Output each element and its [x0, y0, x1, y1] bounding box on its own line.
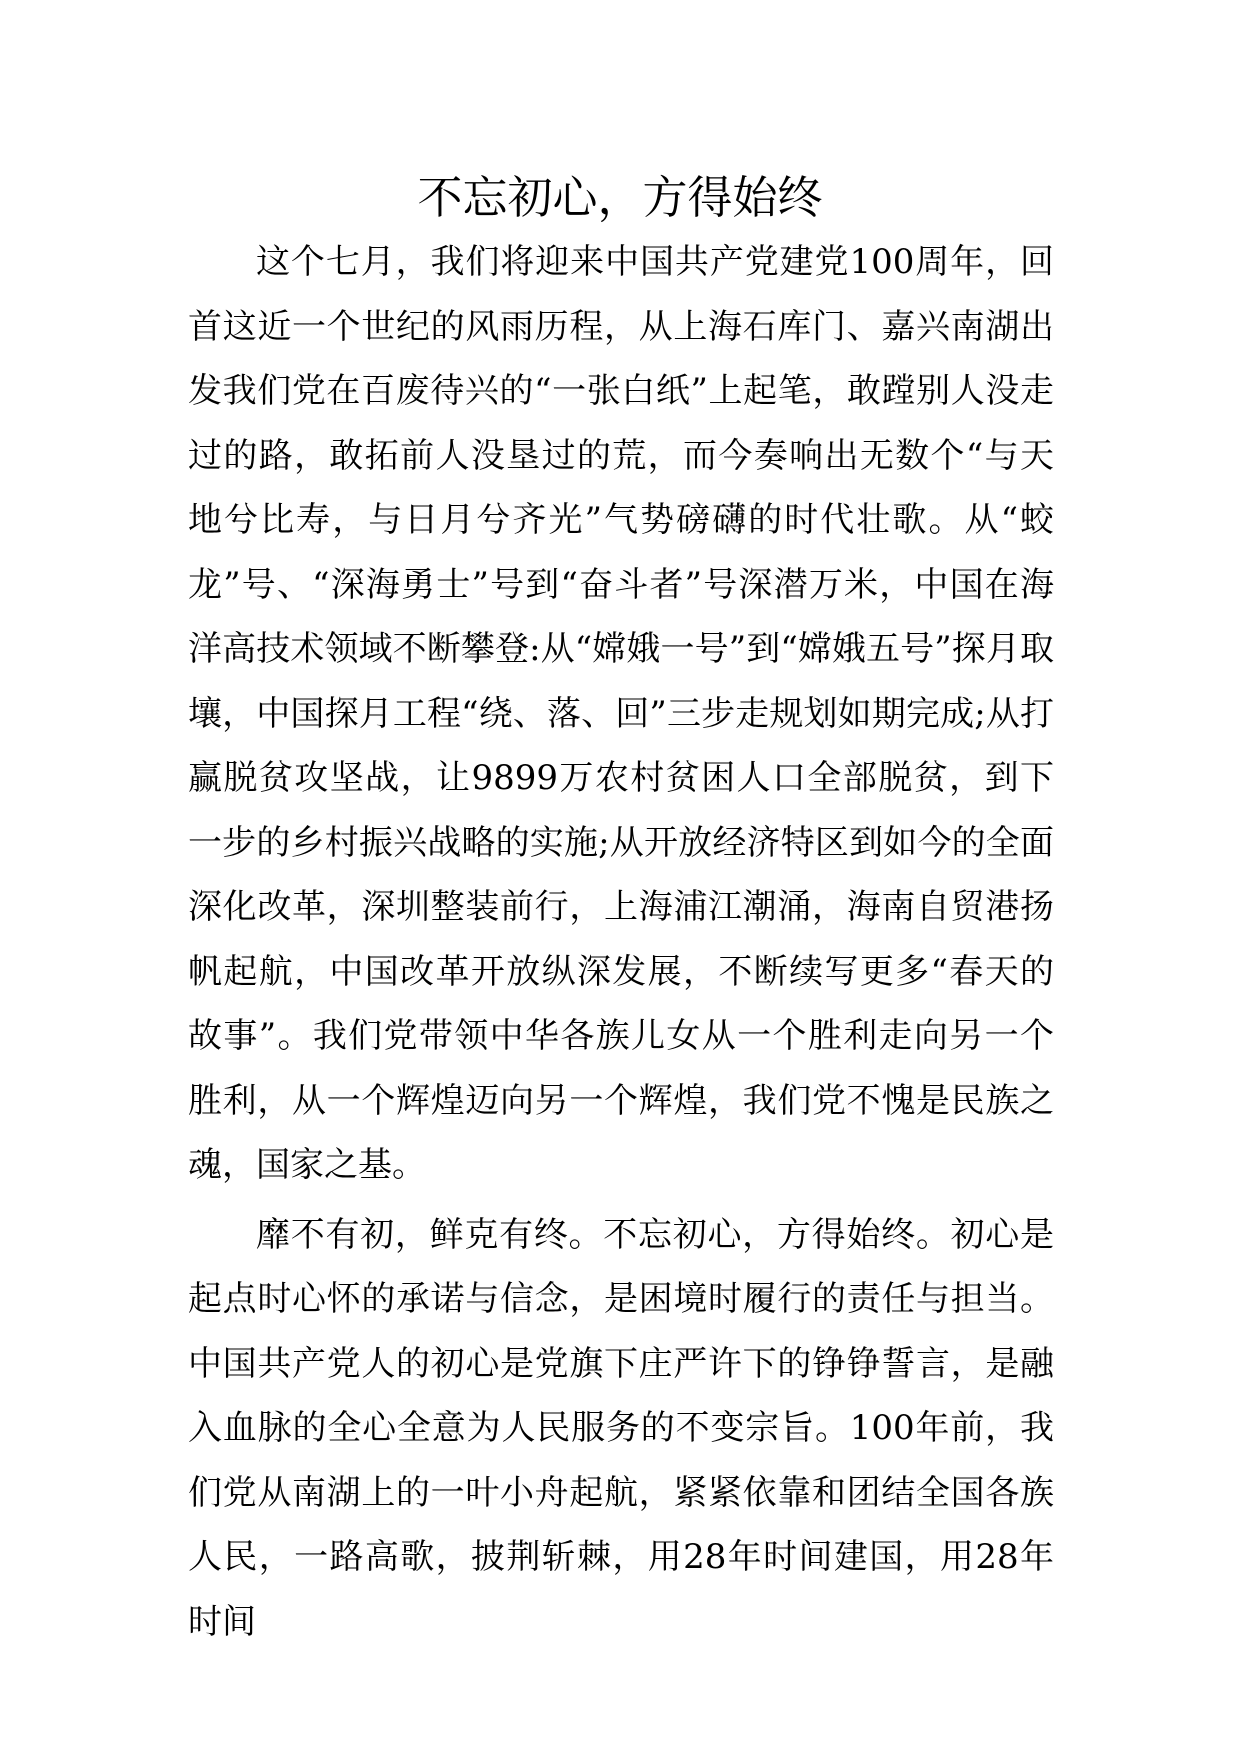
document-title: 不忘初心，方得始终	[417, 171, 823, 224]
document-body	[188, 230, 1054, 1659]
paragraph-2: 靡不有初，鲜克有终。不忘初心，方得始终。初心是起点时心怀的承诺与信念，是困境时履行的责任与担当。中国共产党人的初心是党旗下庄严许下的铮铮誓言，是融入血脉的全心全意为人民服务的不变宗旨。100年前，我们党从南湖上的一叶小舟起航，紧紧依靠和团结全国各族人民，一路高歌，披荆斩棘，用28年时间建国，用28年时间	[188, 1214, 1054, 1642]
paragraph-1: 这个七月，我们将迎来中国共产党建党100周年，回首这近一个世纪的风雨历程，从上海石库门、嘉兴南湖出发我们党在百废待兴的“一张白纸”上起笔，敢蹚别人没走过的路，敢拓前人没垦过的荒，而今奏响出无数个“与天地兮比寿，与日月兮齐光”气势磅礴的时代壮歌。从“蛟龙”号、“深海勇士”号到“奋斗者”号深潜万米，中国在海洋高技术领域不断攀登:从“嫦娥一号”到“嫦娥五号”探月取壤，中国探月工程“绕、落、回”三步走规划如期完成;从打赢脱贫攻坚战，让9899万农村贫困人口全部脱贫，到下一步的乡村振兴战略的实施;从开放经济特区到如今的全面深化改革，深圳整装前行，上海浦江潮涌，海南自贸港扬帆起航，中国改革开放纵深发展，不断续写更多“春天的故事”。我们党带领中华各族儿女从一个胜利走向另一个胜利，从一个辉煌迈向另一个辉煌，我们党不愧是民族之魂，国家之基。	[188, 242, 1054, 1185]
